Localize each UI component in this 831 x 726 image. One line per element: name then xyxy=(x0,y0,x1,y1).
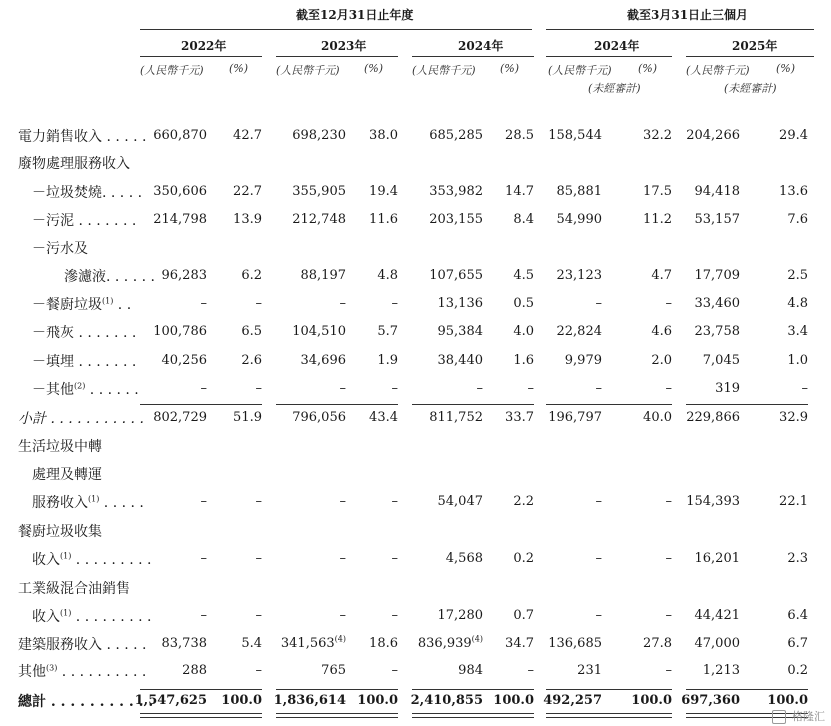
percent-cell: – xyxy=(801,381,808,396)
unaudited-label: (未經審計) xyxy=(588,82,641,95)
year-rule-2024 xyxy=(412,56,534,57)
amount-cell: 685,285 xyxy=(429,128,483,143)
amount-cell: – xyxy=(200,608,207,623)
unit-percent-label: (%) xyxy=(776,62,796,75)
percent-cell: 17.5 xyxy=(643,184,672,199)
unit-rmb-label: (人民幣千元) xyxy=(686,64,750,77)
percent-cell: 6.4 xyxy=(787,608,808,623)
amount-cell: 353,982 xyxy=(429,184,483,199)
percent-cell: 2.0 xyxy=(651,353,672,368)
total-double-rule xyxy=(412,717,534,718)
amount-cell: 765 xyxy=(321,663,346,678)
percent-cell: 6.2 xyxy=(241,268,262,283)
amount-cell: 158,544 xyxy=(548,128,602,143)
percent-cell: 1.6 xyxy=(513,353,534,368)
amount-cell: 13,136 xyxy=(437,296,483,311)
percent-cell: 2.6 xyxy=(241,353,262,368)
percent-cell: 100.0 xyxy=(767,693,808,708)
amount-cell: 341,563$^{(4)}$ xyxy=(280,634,346,651)
percent-cell: 2.3 xyxy=(787,551,808,566)
percent-cell: 40.0 xyxy=(643,410,672,425)
percent-cell: 100.0 xyxy=(221,693,262,708)
percent-cell: 11.2 xyxy=(643,212,672,227)
year-rule-2025-q xyxy=(686,56,814,57)
percent-cell: – xyxy=(391,494,398,509)
subtotal-rule xyxy=(140,689,262,690)
row-label: 滲濾液. . . . . . xyxy=(64,269,155,285)
footnote-marker: (1) xyxy=(60,608,72,618)
percent-cell: 19.4 xyxy=(369,184,398,199)
subtotal-rule xyxy=(412,404,534,405)
percent-cell: 32.2 xyxy=(643,128,672,143)
subtotal-rule xyxy=(276,689,398,690)
percent-cell: – xyxy=(527,663,534,678)
percent-cell: 6.5 xyxy=(241,324,262,339)
amount-cell: 85,881 xyxy=(556,184,602,199)
amount-cell: 34,696 xyxy=(300,353,346,368)
amount-cell: 47,000 xyxy=(694,636,740,651)
row-label: －餐廚垃圾$^{(1)}$ . . xyxy=(32,296,132,313)
watermark-text: 格隆汇 xyxy=(792,710,825,723)
percent-cell: 4.8 xyxy=(787,296,808,311)
amount-cell: 107,655 xyxy=(429,268,483,283)
footnote-marker: (4) xyxy=(334,634,346,644)
amount-cell: 214,798 xyxy=(153,212,207,227)
year-header-2022: 2022年 xyxy=(181,39,227,53)
percent-cell: 1.9 xyxy=(377,353,398,368)
amount-cell: 288 xyxy=(182,663,207,678)
amount-cell: 1,547,625 xyxy=(134,693,207,708)
percent-cell: 7.6 xyxy=(787,212,808,227)
percent-cell: 11.6 xyxy=(369,212,398,227)
row-label: －垃圾焚燒. . . . . xyxy=(32,185,143,201)
amount-cell: – xyxy=(200,296,207,311)
amount-cell: – xyxy=(595,381,602,396)
footnote-marker: (3) xyxy=(46,663,58,673)
row-label: －填埋 . . . . . . . xyxy=(32,354,137,370)
row-label: 建築服務收入 . . . . . xyxy=(18,637,147,653)
amount-cell: 44,421 xyxy=(694,608,740,623)
amount-cell: – xyxy=(200,381,207,396)
amount-cell: 796,056 xyxy=(292,410,346,425)
percent-cell: 6.7 xyxy=(787,636,808,651)
percent-cell: – xyxy=(255,608,262,623)
amount-cell: 7,045 xyxy=(702,353,740,368)
total-double-rule xyxy=(546,713,672,714)
year-rule-2022 xyxy=(140,56,262,57)
row-label: 總計 . . . . . . . . . . . xyxy=(18,694,154,710)
row-label: －污水及 xyxy=(32,241,88,257)
percent-cell: – xyxy=(391,551,398,566)
period-year-header: 截至12月31日止年度 xyxy=(296,8,414,22)
amount-cell: 1,213 xyxy=(702,663,740,678)
percent-cell: 4.7 xyxy=(651,268,672,283)
year-header-2025-q: 2025年 xyxy=(732,39,778,53)
row-label: 處理及轉運 xyxy=(32,467,102,483)
amount-cell: 54,990 xyxy=(556,212,602,227)
amount-cell: – xyxy=(339,494,346,509)
row-label: 收入$^{(1)}$ . . . . . . . . . xyxy=(32,551,152,568)
percent-cell: – xyxy=(255,381,262,396)
amount-cell: 203,155 xyxy=(429,212,483,227)
amount-cell: 2,410,855 xyxy=(410,693,483,708)
amount-cell: – xyxy=(595,296,602,311)
amount-cell: 984 xyxy=(458,663,483,678)
percent-cell: – xyxy=(665,381,672,396)
amount-cell: 1,836,614 xyxy=(273,693,346,708)
percent-cell: 28.5 xyxy=(505,128,534,143)
amount-cell: 4,568 xyxy=(445,551,483,566)
percent-cell: 29.4 xyxy=(779,128,808,143)
percent-cell: 5.7 xyxy=(377,324,398,339)
percent-cell: – xyxy=(665,608,672,623)
amount-cell: 836,939$^{(4)}$ xyxy=(417,634,483,651)
amount-cell: – xyxy=(200,494,207,509)
percent-cell: 4.5 xyxy=(513,268,534,283)
percent-cell: 14.7 xyxy=(505,184,534,199)
amount-cell: 100,786 xyxy=(153,324,207,339)
amount-cell: 53,157 xyxy=(694,212,740,227)
year-header-2023: 2023年 xyxy=(321,39,367,53)
row-label: 其他$^{(3)}$ . . . . . . . . . . xyxy=(18,663,147,680)
amount-cell: 94,418 xyxy=(694,184,740,199)
footnote-marker: (1) xyxy=(60,551,72,561)
year-rule-2024-q xyxy=(546,56,672,57)
subtotal-rule xyxy=(276,404,398,405)
amount-cell: – xyxy=(339,381,346,396)
row-label: －飛灰 . . . . . . . xyxy=(32,325,137,341)
amount-cell: 38,440 xyxy=(437,353,483,368)
period-year-rule xyxy=(140,29,532,30)
amount-cell: 355,905 xyxy=(292,184,346,199)
percent-cell: 4.8 xyxy=(377,268,398,283)
amount-cell: 492,257 xyxy=(543,693,602,708)
percent-cell: 13.6 xyxy=(779,184,808,199)
percent-cell: – xyxy=(665,296,672,311)
amount-cell: – xyxy=(339,608,346,623)
amount-cell: 9,979 xyxy=(564,353,602,368)
unaudited-label: (未經審計) xyxy=(724,82,777,95)
unit-rmb-label: (人民幣千元) xyxy=(276,64,340,77)
percent-cell: – xyxy=(391,608,398,623)
subtotal-rule xyxy=(686,689,808,690)
row-label: 小計 . . . . . . . . . . . xyxy=(18,411,144,427)
amount-cell: 802,729 xyxy=(153,410,207,425)
subtotal-rule xyxy=(412,689,534,690)
percent-cell: 0.7 xyxy=(513,608,534,623)
row-label: 電力銷售收入 . . . . . xyxy=(18,129,147,145)
subtotal-rule xyxy=(140,404,262,405)
unit-percent-label: (%) xyxy=(500,62,520,75)
unit-rmb-label: (人民幣千元) xyxy=(412,64,476,77)
total-double-rule xyxy=(140,713,262,714)
percent-cell: 8.4 xyxy=(513,212,534,227)
percent-cell: 2.5 xyxy=(787,268,808,283)
row-label: 工業級混合油銷售 xyxy=(18,581,130,597)
amount-cell: 83,738 xyxy=(161,636,207,651)
percent-cell: 1.0 xyxy=(787,353,808,368)
percent-cell: 0.2 xyxy=(513,551,534,566)
percent-cell: – xyxy=(255,551,262,566)
amount-cell: – xyxy=(339,551,346,566)
amount-cell: 16,201 xyxy=(694,551,740,566)
percent-cell: 100.0 xyxy=(631,693,672,708)
year-header-2024-q: 2024年 xyxy=(594,39,640,53)
watermark-logo-icon xyxy=(772,710,786,724)
year-header-2024: 2024年 xyxy=(458,39,504,53)
amount-cell: – xyxy=(595,608,602,623)
subtotal-rule xyxy=(546,404,672,405)
watermark xyxy=(772,708,826,724)
amount-cell: 33,460 xyxy=(694,296,740,311)
amount-cell: 231 xyxy=(577,663,602,678)
percent-cell: 4.0 xyxy=(513,324,534,339)
percent-cell: – xyxy=(527,381,534,396)
amount-cell: – xyxy=(339,296,346,311)
subtotal-rule xyxy=(686,404,808,405)
total-double-rule xyxy=(276,717,398,718)
unit-rmb-label: (人民幣千元) xyxy=(140,64,204,77)
total-double-rule xyxy=(412,713,534,714)
percent-cell: 0.2 xyxy=(787,663,808,678)
percent-cell: 5.4 xyxy=(241,636,262,651)
percent-cell: 22.7 xyxy=(233,184,262,199)
amount-cell: 104,510 xyxy=(292,324,346,339)
amount-cell: – xyxy=(595,551,602,566)
percent-cell: – xyxy=(665,663,672,678)
amount-cell: 88,197 xyxy=(300,268,346,283)
percent-cell: 22.1 xyxy=(779,494,808,509)
percent-cell: 13.9 xyxy=(233,212,262,227)
amount-cell: 698,230 xyxy=(292,128,346,143)
percent-cell: 43.4 xyxy=(369,410,398,425)
period-quarter-header: 截至3月31日止三個月 xyxy=(627,8,749,22)
footnote-marker: (4) xyxy=(471,634,483,644)
percent-cell: 100.0 xyxy=(357,693,398,708)
percent-cell: 2.2 xyxy=(513,494,534,509)
amount-cell: 23,123 xyxy=(556,268,602,283)
amount-cell: 136,685 xyxy=(548,636,602,651)
period-quarter-rule xyxy=(546,29,814,30)
amount-cell: 229,866 xyxy=(686,410,740,425)
amount-cell: 22,824 xyxy=(556,324,602,339)
amount-cell: – xyxy=(595,494,602,509)
percent-cell: – xyxy=(255,296,262,311)
percent-cell: 4.6 xyxy=(651,324,672,339)
amount-cell: 95,384 xyxy=(437,324,483,339)
percent-cell: – xyxy=(665,494,672,509)
unit-percent-label: (%) xyxy=(229,62,249,75)
percent-cell: 27.8 xyxy=(643,636,672,651)
footnote-marker: (2) xyxy=(74,381,86,391)
amount-cell: 96,283 xyxy=(161,268,207,283)
unit-percent-label: (%) xyxy=(638,62,658,75)
percent-cell: – xyxy=(391,663,398,678)
amount-cell: 17,280 xyxy=(437,608,483,623)
unit-percent-label: (%) xyxy=(364,62,384,75)
row-label: 服務收入$^{(1)}$ . . . . . xyxy=(32,494,144,511)
amount-cell: 350,606 xyxy=(153,184,207,199)
amount-cell: – xyxy=(476,381,483,396)
percent-cell: – xyxy=(665,551,672,566)
row-label: 生活垃圾中轉 xyxy=(18,439,102,455)
amount-cell: 23,758 xyxy=(694,324,740,339)
amount-cell: 17,709 xyxy=(694,268,740,283)
amount-cell: 212,748 xyxy=(292,212,346,227)
row-label: －污泥 . . . . . . . xyxy=(32,213,137,229)
row-label: 收入$^{(1)}$ . . . . . . . . . xyxy=(32,608,152,625)
percent-cell: 3.4 xyxy=(787,324,808,339)
amount-cell: 660,870 xyxy=(153,128,207,143)
percent-cell: 42.7 xyxy=(233,128,262,143)
subtotal-rule xyxy=(546,689,672,690)
percent-cell: 38.0 xyxy=(369,128,398,143)
amount-cell: 196,797 xyxy=(548,410,602,425)
percent-cell: – xyxy=(391,296,398,311)
amount-cell: 811,752 xyxy=(429,410,483,425)
footnote-marker: (1) xyxy=(102,296,114,306)
percent-cell: 51.9 xyxy=(233,410,262,425)
amount-cell: 204,266 xyxy=(686,128,740,143)
amount-cell: 40,256 xyxy=(161,353,207,368)
unit-rmb-label: (人民幣千元) xyxy=(548,64,612,77)
percent-cell: 32.9 xyxy=(779,410,808,425)
percent-cell: 18.6 xyxy=(369,636,398,651)
year-rule-2023 xyxy=(276,56,398,57)
total-double-rule xyxy=(276,713,398,714)
total-double-rule xyxy=(140,717,262,718)
percent-cell: – xyxy=(391,381,398,396)
percent-cell: 0.5 xyxy=(513,296,534,311)
row-label: 廢物處理服務收入 xyxy=(18,156,130,172)
percent-cell: 33.7 xyxy=(505,410,534,425)
amount-cell: 697,360 xyxy=(681,693,740,708)
percent-cell: – xyxy=(255,494,262,509)
row-label: 餐廚垃圾收集 xyxy=(18,524,102,540)
total-double-rule xyxy=(546,717,672,718)
amount-cell: 319 xyxy=(715,381,740,396)
percent-cell: 34.7 xyxy=(505,636,534,651)
footnote-marker: (1) xyxy=(88,494,100,504)
percent-cell: 100.0 xyxy=(493,693,534,708)
amount-cell: 154,393 xyxy=(686,494,740,509)
row-label: －其他$^{(2)}$ . . . . . . xyxy=(32,381,139,398)
amount-cell: 54,047 xyxy=(437,494,483,509)
percent-cell: – xyxy=(255,663,262,678)
amount-cell: – xyxy=(200,551,207,566)
